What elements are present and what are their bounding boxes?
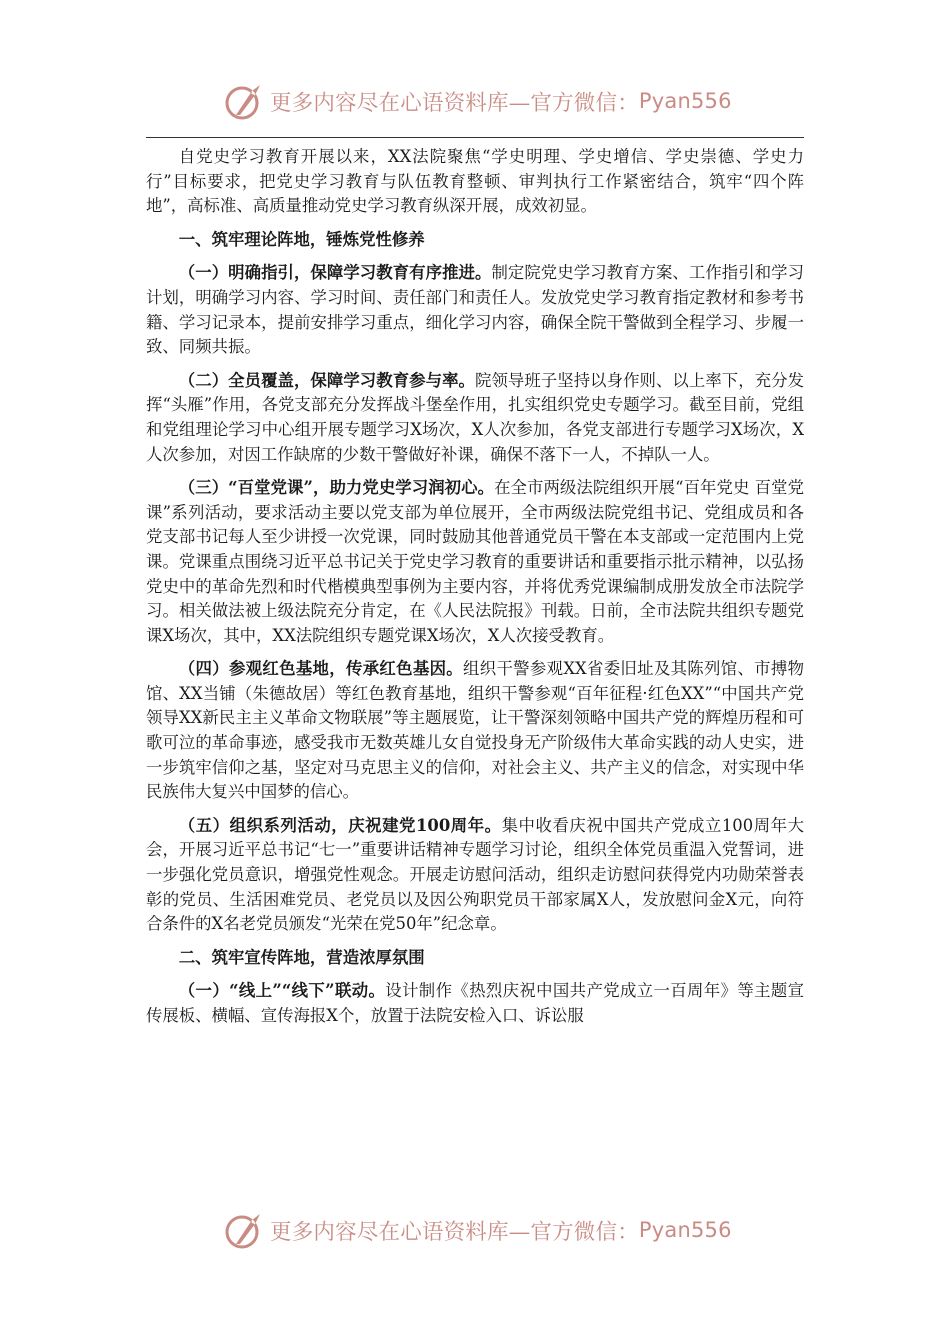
fountain-pen-circle-icon [222, 1208, 266, 1252]
paragraph-6-text: 设计制作《热烈庆祝中国共产党成立一百周年》等主题宣传展板、横幅、宣传海报X个，放置于法院安检入口、诉讼服 [146, 981, 805, 1025]
paragraph-5 [146, 814, 804, 937]
watermark-text: 更多内容尽在心语资料库—官方微信： [270, 1219, 639, 1245]
paragraph-5-lead: （五）组织系列活动，庆祝建党100周年。 [178, 815, 502, 835]
paragraph-2-text: 院领导班子坚持以身作则、以上率下，充分发挥“头雁”作用，各党支部充分发挥战斗堡垒作用，扎实组织党史专题学习。截至目前，党组和党组理论学习中心组开展专题学习X场次，X人次参加，各党支部进行专题学习X场次，X人次参加，对因工作缺席的少数干警做好补课，确保不落下一人，不掉队一人。 [146, 370, 805, 464]
paragraph-4-text: 组织干警参观XX省委旧址及其陈列馆、市搏物馆、XX当铺（朱德故居）等红色教育基地，组织干警参观“百年征程·红色XX”“中国共产党领导XX新民主主义革命文物联展”等主题展览，让干警深刻领略中国共产党的辉煌历程和可歌可泣的革命事迹，感受我市无数英雄儿女自觉投身无产阶级伟大革命实践的动人史实，进一步筑牢信仰之基，坚定对马克思主义的信仰，对社会主义、共产主义的信念，对实现中华民族伟大复兴中国梦的信心。 [146, 659, 805, 802]
watermark-footer [222, 1207, 742, 1253]
document-body [146, 145, 804, 1038]
paragraph-2 [146, 369, 804, 467]
watermark-header [222, 78, 742, 124]
intro-paragraph: 自党史学习教育开展以来，XX法院聚焦“学史明理、学史增信、学史崇德、学史力行”目标要求，把党史学习教育与队伍教育整顿、审判执行工作紧密结合，筑牢“四个阵地”，高标准、高质量推动党史学习教育纵深开展，成效初显。 [146, 147, 804, 216]
paragraph-2-lead: （二）全员覆盖，保障学习教育参与率。 [178, 370, 475, 390]
paragraph-3-text: 在全市两级法院组织开展“百年党史 百堂党课”系列活动，要求活动主要以党支部为单位展开，全市两级法院党组书记、党组成员和各党支部书记每人至少讲授一次党课，同时鼓励其他普通党员干警在本支部或一定范围内上党课。党课重点围绕习近平总书记关于党史学习教育的重要讲话和重要指示批示精神，以弘扬党史中的革命先烈和时代楷模典型事例为主要内容，并将优秀党课编制成册发放全市法院学习。相关做法被上级法院充分肯定，在《人民法院报》刊载。日前，全市法院共组织专题党课X场次，其中，XX法院组织专题党课X场次，X人次接受教育。 [146, 478, 804, 645]
section-heading-2: 二、筑牢宣传阵地，营造浓厚氛围 [178, 947, 425, 967]
watermark-wechat-id: Pyan556 [638, 89, 732, 113]
paragraph-6 [146, 979, 804, 1028]
paragraph-5-text: 集中收看庆祝中国共产党成立100周年大会，开展习近平总书记“七一”重要讲话精神专题学习讨论，组织全体党员重温入党誓词，进一步强化党员意识，增强党性观念。开展走访慰问活动，组织走访慰问获得党内功勋荣誉表彰的党员、生活困难党员、老党员以及因公殉职党员干部家属X人，发放慰问金X元，向符合条件的X名老党员颁发“光荣在党50年”纪念章。 [146, 815, 804, 934]
paragraph-4 [146, 657, 804, 805]
paragraph-6-lead: （一）“线上”“线下”联动。 [178, 981, 386, 1001]
paragraph-3-lead: （三）“百堂党课”，助力党史学习润初心。 [178, 478, 495, 498]
section-heading-1: 一、筑牢理论阵地，锤炼党性修养 [178, 229, 425, 249]
paragraph-3 [146, 476, 804, 648]
paragraph-1 [146, 261, 804, 359]
paragraph-1-text: 制定院党史学习教育方案、工作指引和学习计划，明确学习内容、学习时间、责任部门和责任人。发放党史学习教育指定教材和参考书籍、学习记录本，提前安排学习重点，细化学习内容，确保全院干警做到全程学习、步履一致、同频共振。 [146, 263, 805, 357]
fountain-pen-circle-icon [222, 79, 266, 123]
header-rule [146, 137, 804, 138]
paragraph-4-lead: （四）参观红色基地，传承红色基因。 [178, 659, 464, 679]
paragraph-1-lead: （一）明确指引，保障学习教育有序推进。 [178, 263, 492, 283]
watermark-wechat-id: Pyan556 [638, 1218, 732, 1242]
watermark-text: 更多内容尽在心语资料库—官方微信： [270, 90, 639, 116]
